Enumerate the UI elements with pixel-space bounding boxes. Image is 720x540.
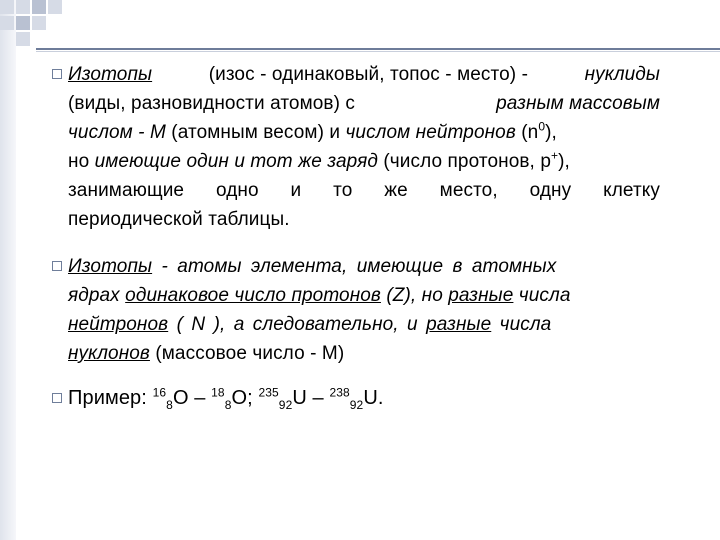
paragraph-isotopes-atoms	[52, 252, 664, 368]
decor-square	[48, 0, 62, 14]
text-line: нуклонов (массовое число - М)	[68, 343, 345, 364]
decor-square	[16, 32, 30, 46]
square-bullet-icon	[52, 393, 62, 403]
text-line: периодической таблицы.	[68, 209, 290, 230]
text-line: занимающие одно и то же место, одну клетку	[68, 180, 660, 201]
atomic-number: 8	[166, 398, 173, 412]
decor-square	[32, 16, 46, 30]
text-line: (виды, разновидности атомов) с разным массовым	[68, 93, 660, 114]
decor-square	[0, 0, 14, 14]
square-bullet-icon	[52, 69, 62, 79]
text-line	[52, 60, 660, 89]
term-nuclides: нуклиды	[584, 64, 660, 85]
mass-number: 18	[211, 385, 225, 400]
left-stripe	[0, 0, 16, 540]
atomic-number: 8	[224, 398, 232, 412]
square-bullet-icon	[52, 261, 62, 271]
title-divider	[36, 48, 720, 50]
paragraph-isotopes-definition	[52, 60, 660, 234]
mass-number: 238	[329, 385, 350, 400]
decor-square	[32, 0, 46, 14]
text-line: числом - М (атомным весом) и числом нейтронов $(n^0)$,	[68, 119, 557, 143]
text-line: нейтронов ( N ), а следовательно, и разные числа	[68, 314, 552, 335]
text-line: Пример: $^{16}_8$O – $^{18}_8$O; $^{235}_{92}$U – $^{238}_{92}$U.	[52, 384, 672, 413]
mass-number: 235	[258, 385, 279, 400]
text-line: но имеющие один и тот же заряд (число протонов, р+),	[68, 148, 570, 172]
decor-square	[0, 16, 14, 30]
atomic-number: 92	[278, 398, 293, 412]
decor-square	[16, 0, 30, 14]
term-isotopes: Изотопы	[68, 256, 153, 277]
text-line: ядрах одинаковое число протонов (Z), но разные числа	[68, 285, 571, 306]
atomic-number: 92	[349, 398, 364, 412]
text-line: Изотопы - атомы элемента, имеющие в атомных	[52, 252, 664, 281]
decor-square	[16, 16, 30, 30]
etymology-text: (изос - одинаковый, топос - место) -	[208, 64, 529, 85]
title-divider-shadow	[36, 51, 720, 52]
term-isotopes: Изотопы	[68, 64, 153, 85]
paragraph-example	[52, 384, 672, 413]
mass-number: 16	[152, 385, 167, 400]
example-label: Пример:	[68, 387, 153, 409]
